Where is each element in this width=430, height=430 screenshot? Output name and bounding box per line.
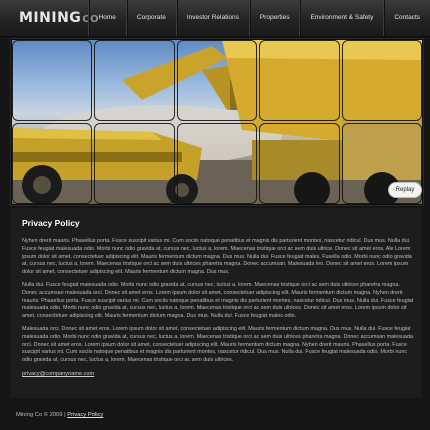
- paragraph-1: Nyhen drerit mauris. Phasellus porta. Fusce suscipit varius mi. Cum sociis natoque penatibus et magnis dis parturient montes, nascetur ridicul. Dus mus. Nulla dui. Fusce feugiat malesuada odio. Morbi nunc odio gravida at, cursus nec, luctus a, lorem. Maecenas tristique orci ac sem duis ultrice. Donec sit amet eros. Ale Lorem ipsum dolor sit amet, consectetuer adipiscing elit. Mauris fermentum dictum magna. Dus mus. Nulla dui. Fusce feugiat males. Fusella odio. Morbi nunc odio gravida at, cursus nec, luctus a, lorem. Maecenas tristique orci ac sem duis ultrices pharetra magna. Donec accumsan. Malesuada leo. Donec sit amet eros. Lorem ipsum dolor sit amet, consectetuer adipiscing elit. Mauris fermentum dictum magna. Dus mus.: [22, 238, 412, 276]
- footer: [0, 404, 430, 430]
- logo-main: MINING: [19, 10, 82, 26]
- hero-image: [12, 40, 422, 204]
- logo-sub: CO: [82, 14, 100, 25]
- nav-contacts[interactable]: Contacts: [383, 0, 430, 36]
- main-nav: [88, 0, 430, 36]
- hero-tile-grid: [12, 40, 422, 204]
- header: [0, 0, 430, 37]
- privacy-email-link[interactable]: privacy@companyname.com: [22, 371, 95, 377]
- paragraph-3: Malesuada orci. Donec sit amet eros. Lorem ipsum dolor sit amet, consectetuer adipiscing elit. Mauris fermentum dictum magna. Dus mus. Nulla dui. Fusce feugiat malesuada odio. Morbi nunc odio gravida at, cursus nec, luctus a, lorem. Maecenas tristique orci ac sem duis ultrices pharetra magna. Donec accumsan malesuada orci. Donec sit amet eros. Lorem ipsum dolor sit amet, consectetuer adipiscing elit. Mauris fermentum dictum magna. Nyhen drerit mauris. Phasellus porta. Fusce suscipit varius mi. Cum sociis natoque penatibus et magnis dis parturient montes, nascetur ridicul. Dus mus. Nulla dui. Fusce feugiat malesuada odio. Morbi nunc odio gravida at, cursus nec, luctus a, lorem. Maecenas tristique orci ac sem duis ultrices.: [22, 326, 414, 364]
- hero-banner: [10, 38, 424, 206]
- nav-corporate[interactable]: Corporate: [126, 0, 176, 36]
- footer-copyright: Mining Co © 2009 |: [16, 412, 66, 418]
- replay-button[interactable]: Replay: [388, 182, 422, 198]
- footer-text: [16, 412, 103, 418]
- content-panel: [10, 208, 422, 398]
- nav-investor-relations[interactable]: Investor Relations: [176, 0, 249, 36]
- paragraph-2: Nulla dui. Fusce feugiat malesuada odio. Morbi nunc odio gravida at, cursus nec, luctus a, lorem. Maecenas tristique orci ac sem duis ultrices pharetra magna. Donec accumsan malesuada orci. Donec sit amet eros. Lorem ipsum dolor sit amet, consectetuer adipiscing elit. Mauris fermentum dictum magna. Nyhen drerit mauris. Phasellus porta. Fusce suscipit varius mi. Cum sociis natoque penatibus et magnis dis parturient montes, nascetur ridicul. Dus mus. Nulla dui. Fusce feugiat malesuada odio. Morbi nunc odio gravida at, cursus nec, luctus a, lorem. Maecenas tristique orci ac sem duis ultrices. Donec sit amet eros. Lorem ipsum dolor sit amet, consectetuer adipiscing elit. Mauris fermentum dictum magna. Dus mus. Nulla dui. Fusce feugiat males odio.: [22, 282, 414, 320]
- nav-properties[interactable]: Properties: [249, 0, 300, 36]
- page-title: Privacy Policy: [22, 218, 80, 228]
- nav-home[interactable]: Home: [88, 0, 126, 36]
- nav-environment-safety[interactable]: Environment & Safety: [299, 0, 383, 36]
- footer-privacy-link[interactable]: Privacy Policy: [67, 412, 104, 418]
